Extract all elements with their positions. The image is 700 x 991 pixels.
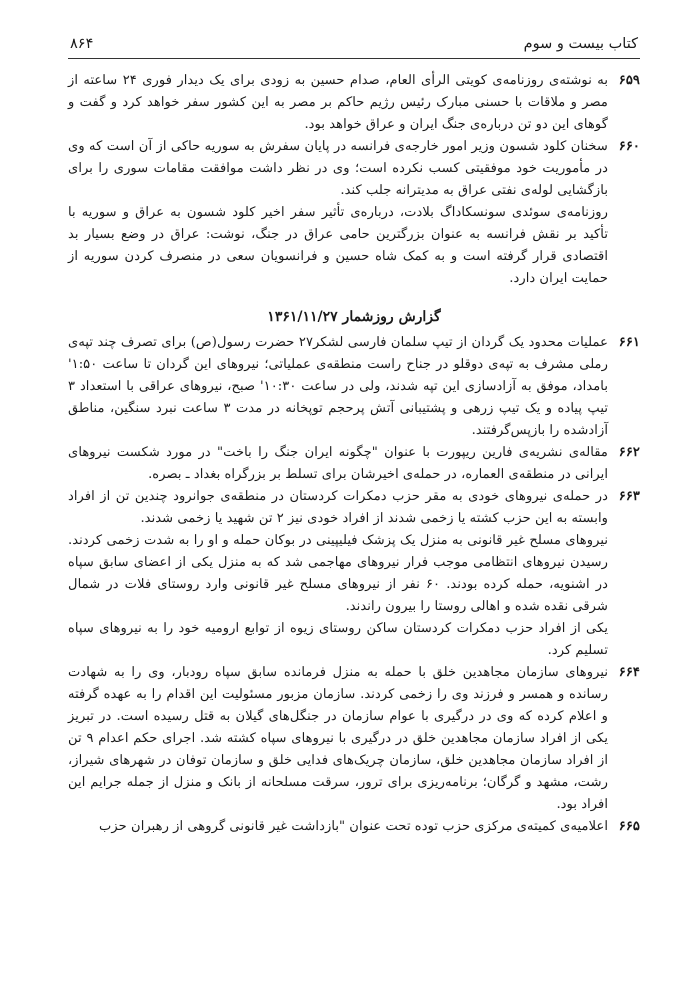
entry-paragraph: نیروهای سازمان مجاهدین خلق با حمله به منزل فرمانده سابق سپاه رودبار، وی را به شهادت رسانده و همسر و فرزند وی را زخمی کردند. سازمان مزبور مسئولیت این اقدام را به عهده گرفته و اعلام کرده که وی در درگیری با عوام سازمان در جنگل‌های گیلان به قتل رسیده است. در تبریز یکی از افراد سازمان مجاهدین خلق در درگیری با نیروهای سپاه کشته شد. اجرای حکم اعدام ۹ تن از افراد سازمان مجاهدین خلق، سازمان چریک‌های فدایی خلق و سازمان توفان در شهرهای شیراز، رشت، مشهد و گرگان؛ برنامه‌ریزی برای ترور، سرقت مسلحانه از بانک و منزل از جمله جرایم این افراد بود. (68, 665, 608, 812)
entry-660 (68, 136, 640, 290)
entry-663 (68, 486, 640, 662)
entry-paragraph: در حمله‌ی نیروهای خودی به مقر حزب دمکرات کردستان در منطقه‌ی جوانرود چندین تن از افراد وابسته به این حزب کشته یا زخمی شدند از افراد خودی نیز ۲ تن شهید یا زخمی شدند. (68, 489, 608, 526)
entry-661 (68, 332, 640, 442)
entry-paragraph: عملیات محدود یک گردان از تیپ سلمان فارسی لشکر۲۷ حضرت رسول(ص) برای تصرف چند تپه‌ی رملی مشرف به تپه‌ی دوقلو در جناح راست منطقه‌ی عملیاتی؛ نیروهای این گردان تا ساعت ۱:۵۰' بامداد، موفق به آزادسازی این تپه شدند، ولی در ساعت ۱۰:۳۰' صبح، نیروهای عراقی با استعداد ۳ تیپ پیاده و یک تیپ زرهی و پشتیبانی آتش پرحجم توپخانه در مدت ۳ ساعت نبرد سنگین، مناطق آزادشده را بازپس‌گرفتند. (68, 335, 608, 438)
entry-665 (68, 816, 640, 838)
page-content (68, 70, 640, 838)
entry-number: ۶۶۵ (618, 819, 640, 834)
page-number: ۸۶۴ (70, 36, 94, 52)
entry-paragraph: روزنامه‌ی سوئدی سونسکاداگ بلادت، درباره‌ی تأثیر سفر اخیر کلود شسون به عراق و سوریه با تأکید بر نقش فرانسه به عنوان بزرگترین حامی عراق در جنگ، نوشت: عراق در وضع بسیار بد اقتصادی قرار گرفته است و به کمک شاه حسین و فرانسویان سعی در منصرف کردن سوریه از حمایت ایران دارد. (68, 205, 608, 286)
entry-paragraph: به نوشته‌ی روزنامه‌ی کویتی الرأی العام، صدام حسین به زودی برای یک دیدار فوری ۲۴ ساعته از مصر و ملاقات با حسنی مبارک رئیس رژیم حاکم بر مصر به این کشور سفر خواهد کرد و گفت و گوهای این دو تن درباره‌ی جنگ ایران و عراق خواهد بود. (68, 73, 608, 132)
entry-664 (68, 662, 640, 816)
entry-paragraph: سخنان کلود شسون وزیر امور خارجه‌ی فرانسه در پایان سفرش به سوریه حاکی از آن است که وی در مأموریت خود موفقیتی کسب نکرده است؛ وی در نظر داشت موافقت مقامات سوری را برای بازگشایی لوله‌ی نفتی عراق به مدیترانه جلب کند. (68, 139, 608, 198)
entry-number: ۶۵۹ (618, 73, 640, 88)
entry-paragraph: نیروهای مسلح غیر قانونی به منزل یک پزشک فیلیپینی در بوکان حمله و او را به شدت زخمی کردند. رسیدن نیروهای انتظامی موجب فرار نیروهای مهاجمی شد که به منزل یکی از اعضای سابق سپاه در اشنویه، حمله کرده بودند. ۶۰ نفر از نیروهای مسلح غیر قانونی وارد روستای فلات در شمال شرقی نقده شده و اهالی روستا را بیرون راندند. (68, 533, 608, 614)
entry-number: ۶۶۰ (618, 139, 640, 154)
entry-paragraph: یکی از افراد حزب دمکرات کردستان ساکن روستای زیوه از توابع ارومیه خود را به نیروهای سپاه تسلیم کرد. (68, 621, 608, 658)
entry-number: ۶۶۴ (618, 665, 640, 680)
entry-paragraph: اعلامیه‌ی کمیته‌ی مرکزی حزب توده تحت عنوان "بازداشت غیر قانونی گروهی از رهبران حزب (98, 819, 608, 834)
section-title: گزارش روزشمار ۱۳۶۱/۱۱/۲۷ (267, 309, 441, 325)
entry-number: ۶۶۲ (618, 445, 640, 460)
book-title: کتاب بیست و سوم (523, 36, 638, 52)
entry-paragraph: مقاله‌ی نشریه‌ی فارین ریپورت با عنوان "چگونه ایران جنگ را باخت" در مورد شکست نیروهای ایرانی در منطقه‌ی العماره، در حمله‌ی اخیرشان برای تسلط بر بزرگراه بغداد ـ بصره. (68, 445, 608, 482)
entry-662 (68, 442, 640, 486)
entry-659 (68, 70, 640, 136)
page-header (68, 30, 640, 59)
entry-number: ۶۶۳ (618, 489, 640, 504)
entry-number: ۶۶۱ (618, 335, 640, 350)
